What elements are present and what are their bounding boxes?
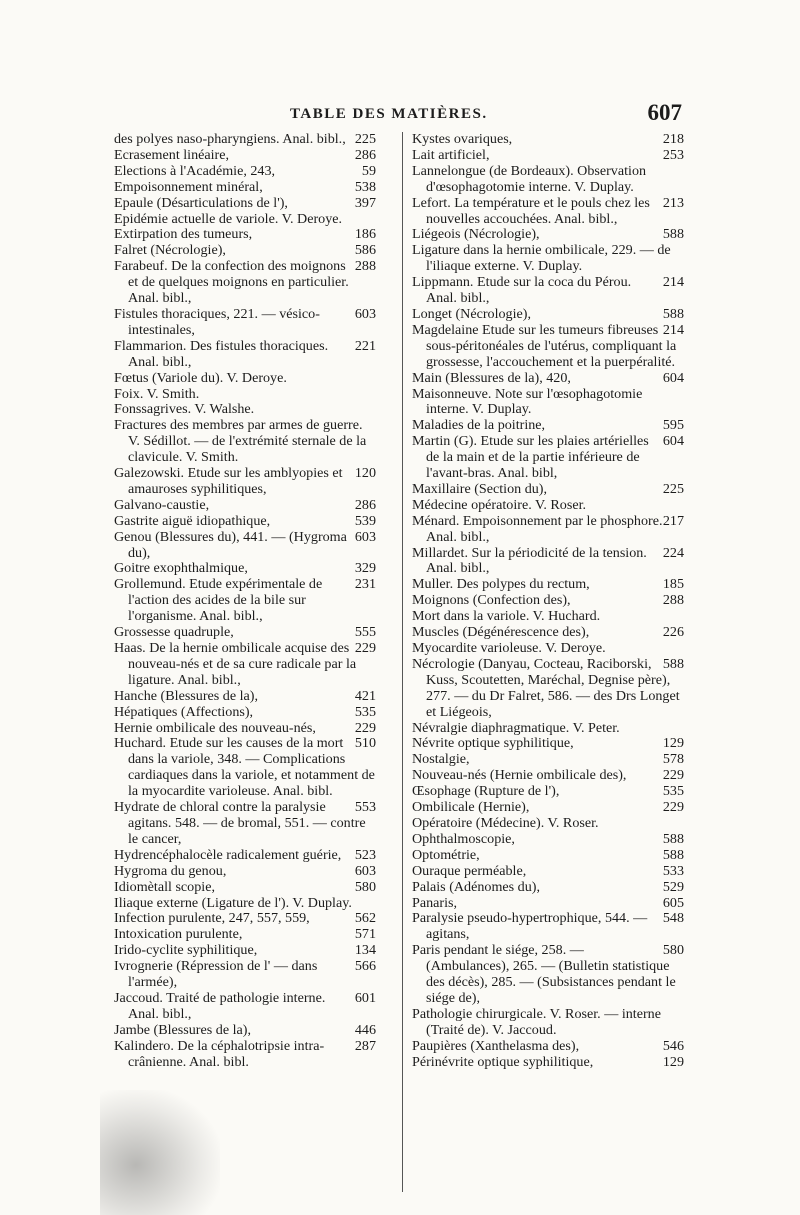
entry-page-number: 134 xyxy=(354,942,376,959)
entry-page-number: 603 xyxy=(354,305,376,322)
index-entry xyxy=(114,339,376,371)
entry-text: Nostalgie, xyxy=(412,751,470,768)
index-entry xyxy=(412,387,684,419)
entry-page-number: 213 xyxy=(662,194,684,211)
right-index-column xyxy=(412,132,684,1070)
index-entry xyxy=(114,721,376,737)
entry-page-number: 586 xyxy=(354,242,376,259)
index-entry xyxy=(412,418,684,434)
running-title: TABLE DES MATIÈRES. xyxy=(290,106,488,122)
entry-page-number: 538 xyxy=(354,178,376,195)
entry-page-number: 446 xyxy=(354,1021,376,1038)
entry-text: Gastrite aiguë idiopathique, xyxy=(114,512,271,529)
entry-page-number: 229 xyxy=(662,767,684,784)
index-entry xyxy=(114,959,376,991)
entry-text: Elections à l'Académie, 243, xyxy=(114,162,276,179)
entry-text: Infection purulente, 247, 557, 559, xyxy=(114,910,310,927)
index-entry xyxy=(114,196,376,212)
entry-page-number: 224 xyxy=(662,544,684,561)
index-entry xyxy=(412,323,684,371)
index-entry xyxy=(412,546,684,578)
entry-text: Haas. De la hernie ombilicale acquise des nouveau-nés et de sa cure radicale par la ligature. Anal. bibl., xyxy=(114,640,357,688)
index-entry xyxy=(412,371,684,387)
entry-text: des polyes naso-pharyngiens. Anal. bibl., xyxy=(114,131,346,147)
entry-page-number: 59 xyxy=(361,162,376,179)
index-entry xyxy=(412,593,684,609)
entry-page-number: 604 xyxy=(662,433,684,450)
entry-text: Ecrasement linéaire, xyxy=(114,146,230,163)
index-entry xyxy=(114,848,376,864)
index-entry xyxy=(114,514,376,530)
index-entry xyxy=(412,275,684,307)
entry-page-number: 129 xyxy=(662,1053,684,1070)
index-entry xyxy=(114,387,376,403)
entry-text: Palais (Adénomes du), xyxy=(412,878,540,895)
index-entry xyxy=(412,864,684,880)
index-entry xyxy=(412,625,684,641)
entry-text: Martin (G). Etude sur les plaies artérielles de la main et de la partie inférieure de l'avant-bras. Anal. bibl, xyxy=(412,433,649,482)
index-entry xyxy=(412,1007,684,1039)
entry-page-number: 397 xyxy=(354,194,376,211)
index-entry xyxy=(412,482,684,498)
index-entry xyxy=(114,800,376,848)
entry-text: Lefort. La température et le pouls chez les nouvelles accouchées. Anal. bibl., xyxy=(412,194,650,227)
entry-text: Mort dans la variole. V. Huchard. xyxy=(412,608,601,625)
entry-page-number: 218 xyxy=(662,131,684,147)
entry-text: Médecine opératoire. V. Roser. xyxy=(412,496,587,513)
index-entry xyxy=(114,212,376,228)
entry-text: Hydrencéphalocèle radicalement guérie, xyxy=(114,846,342,863)
entry-text: Fonssagrives. V. Walshe. xyxy=(114,401,255,418)
entry-page-number: 288 xyxy=(354,258,376,275)
entry-text: Myocardite varioleuse. V. Deroye. xyxy=(412,640,606,656)
entry-page-number: 555 xyxy=(354,624,376,641)
entry-page-number: 221 xyxy=(354,337,376,354)
entry-text: Névralgie diaphragmatique. V. Peter. xyxy=(412,719,620,736)
index-entry xyxy=(412,148,684,164)
page-header xyxy=(100,100,690,128)
index-entry xyxy=(114,896,376,912)
entry-page-number: 566 xyxy=(354,958,376,975)
entry-page-number: 286 xyxy=(354,496,376,513)
entry-text: Lannelongue (de Bordeaux). Observation d'œsophagotomie interne. V. Duplay. xyxy=(412,162,647,195)
entry-text: Maisonneuve. Note sur l'œsophagotomie interne. V. Duplay. xyxy=(412,385,643,418)
entry-text: Main (Blessures de la), 420, xyxy=(412,369,571,386)
entry-text: Kalindero. De la céphalotripsie intra-crânienne. Anal. bibl. xyxy=(114,1037,325,1070)
entry-text: Foix. V. Smith. xyxy=(114,385,200,402)
entry-text: Nécrologie (Danyau, Cocteau, Raciborski, Kuss, Scoutetten, Maréchal, Degnise père), 277. — du Dr Falret, 586. — des Drs Longet et Liégeois, xyxy=(412,655,680,720)
index-entry xyxy=(114,418,376,466)
entry-page-number: 523 xyxy=(354,846,376,863)
index-entry xyxy=(114,1039,376,1071)
entry-text: Ombilicale (Hernie), xyxy=(412,799,530,816)
entry-text: Hydrate de chloral contre la paralysie agitans. 548. — de bromal, 551. — contre le cancer, xyxy=(114,799,366,847)
entry-text: Fœtus (Variole du). V. Deroye. xyxy=(114,369,287,386)
index-entry xyxy=(412,752,684,768)
index-entry xyxy=(412,641,684,657)
entry-page-number: 604 xyxy=(662,369,684,386)
entry-text: Opératoire (Médecine). V. Roser. xyxy=(412,814,599,831)
entry-text: Lait artificiel, xyxy=(412,146,490,163)
index-entry xyxy=(412,164,684,196)
entry-page-number: 231 xyxy=(354,576,376,593)
entry-text: Paupières (Xanthelasma des), xyxy=(412,1037,580,1054)
entry-page-number: 580 xyxy=(354,878,376,895)
entry-page-number: 529 xyxy=(662,878,684,895)
entry-text: Fistules thoraciques, 221. — vésico-intestinales, xyxy=(114,305,320,338)
index-entry xyxy=(114,259,376,307)
entry-text: Muscles (Dégénérescence des), xyxy=(412,624,590,641)
entry-page-number: 185 xyxy=(662,576,684,593)
entry-text: Ménard. Empoisonnement par le phosphore. Anal. bibl., xyxy=(412,512,663,545)
index-entry xyxy=(114,371,376,387)
entry-page-number: 548 xyxy=(662,910,684,927)
entry-text: Ligature dans la hernie ombilicale, 229. — de l'iliaque externe. V. Duplay. xyxy=(412,242,671,275)
entry-text: Moignons (Confection des), xyxy=(412,592,571,609)
entry-page-number: 229 xyxy=(354,719,376,736)
entry-page-number: 588 xyxy=(662,846,684,863)
entry-page-number: 601 xyxy=(354,989,376,1006)
entry-text: Maxillaire (Section du), xyxy=(412,480,548,497)
left-index-column xyxy=(114,132,376,1070)
index-entry xyxy=(412,848,684,864)
entry-text: Irido-cyclite syphilitique, xyxy=(114,942,258,959)
entry-page-number: 595 xyxy=(662,417,684,434)
index-entry xyxy=(412,768,684,784)
entry-page-number: 286 xyxy=(354,146,376,163)
entry-text: Flammarion. Des fistules thoraciques. Anal. bibl., xyxy=(114,337,329,370)
entry-text: Idiomètall scopie, xyxy=(114,878,215,895)
entry-text: Hépatiques (Affections), xyxy=(114,703,254,720)
entry-page-number: 329 xyxy=(354,560,376,577)
index-entry xyxy=(114,530,376,562)
entry-text: Paris pendant le siége, 258. — (Ambulances), 265. — (Bulletin statistique des décès), 285. — (Subsistances pendant le siége de), xyxy=(412,942,676,1006)
entry-text: Extirpation des tumeurs, xyxy=(114,226,253,243)
entry-text: Névrite optique syphilitique, xyxy=(412,735,574,752)
index-entry xyxy=(114,466,376,498)
entry-text: Ophthalmoscopie, xyxy=(412,830,515,847)
entry-page-number: 603 xyxy=(354,528,376,545)
index-entry xyxy=(114,307,376,339)
entry-page-number: 539 xyxy=(354,512,376,529)
entry-text: Pathologie chirurgicale. V. Roser. — interne (Traité de). V. Jaccoud. xyxy=(412,1005,661,1038)
entry-text: Paralysie pseudo-hypertrophique, 544. — agitans, xyxy=(412,910,648,943)
entry-page-number: 186 xyxy=(354,226,376,243)
entry-page-number: 120 xyxy=(354,465,376,482)
entry-text: Hygroma du genou, xyxy=(114,862,227,879)
index-entry xyxy=(412,227,684,243)
entry-page-number: 580 xyxy=(662,942,684,959)
index-entry xyxy=(114,164,376,180)
entry-text: Œsophage (Rupture de l'), xyxy=(412,783,560,800)
entry-text: Liégeois (Nécrologie), xyxy=(412,226,540,243)
index-entry xyxy=(114,180,376,196)
entry-text: Farabeuf. De la confection des moignons et de quelques moignons en particulier. Anal. bibl., xyxy=(114,258,349,307)
index-entry xyxy=(412,1039,684,1055)
entry-text: Empoisonnement minéral, xyxy=(114,178,263,195)
entry-text: Galvano-caustie, xyxy=(114,496,210,513)
entry-text: Hernie ombilicale des nouveau-nés, xyxy=(114,719,316,736)
index-entry xyxy=(114,911,376,927)
entry-text: Epaule (Désarticulations de l'), xyxy=(114,194,288,211)
entry-text: Nouveau-nés (Hernie ombilicale des), xyxy=(412,767,627,784)
page-stain xyxy=(100,1090,220,1215)
entry-page-number: 562 xyxy=(354,910,376,927)
index-entry xyxy=(412,132,684,148)
index-entry xyxy=(114,561,376,577)
column-divider xyxy=(402,132,403,1192)
entry-page-number: 229 xyxy=(354,640,376,656)
entry-page-number: 578 xyxy=(662,751,684,768)
index-entry xyxy=(412,307,684,323)
index-entry xyxy=(412,577,684,593)
entry-text: Millardet. Sur la périodicité de la tension. Anal. bibl., xyxy=(412,544,647,577)
entry-page-number: 535 xyxy=(354,703,376,720)
entry-text: Maladies de la poitrine, xyxy=(412,417,546,434)
entry-text: Longet (Nécrologie), xyxy=(412,305,531,322)
entry-page-number: 288 xyxy=(662,592,684,609)
index-entry xyxy=(114,880,376,896)
entry-text: Epidémie actuelle de variole. V. Deroye. xyxy=(114,210,343,227)
index-entry xyxy=(412,609,684,625)
entry-page-number: 588 xyxy=(662,226,684,243)
entry-page-number: 571 xyxy=(354,926,376,943)
entry-page-number: 287 xyxy=(354,1037,376,1054)
entry-text: Galezowski. Etude sur les amblyopies et amauroses syphilitiques, xyxy=(114,465,343,497)
entry-text: Périnévrite optique syphilitique, xyxy=(412,1053,594,1070)
entry-page-number: 603 xyxy=(354,862,376,879)
index-entry xyxy=(114,991,376,1023)
index-entry xyxy=(114,864,376,880)
index-entry xyxy=(412,880,684,896)
index-entry xyxy=(412,243,684,275)
entry-text: Ouraque perméable, xyxy=(412,862,527,879)
entry-text: Falret (Nécrologie), xyxy=(114,242,226,259)
index-entry xyxy=(412,832,684,848)
index-entry xyxy=(412,800,684,816)
entry-text: Goitre exophthalmique, xyxy=(114,560,248,577)
index-entry xyxy=(114,927,376,943)
entry-page-number: 588 xyxy=(662,830,684,847)
index-entry xyxy=(412,911,684,943)
index-entry xyxy=(412,943,684,1007)
index-entry xyxy=(412,514,684,546)
index-entry xyxy=(114,498,376,514)
entry-page-number: 605 xyxy=(662,894,684,911)
entry-page-number: 553 xyxy=(354,799,376,816)
entry-page-number: 129 xyxy=(662,735,684,752)
entry-page-number: 225 xyxy=(662,480,684,497)
entry-text: Kystes ovariques, xyxy=(412,131,513,147)
entry-page-number: 588 xyxy=(662,305,684,322)
entry-text: Jambe (Blessures de la), xyxy=(114,1021,251,1038)
entry-page-number: 535 xyxy=(662,783,684,800)
index-entry xyxy=(114,1023,376,1039)
index-entry xyxy=(114,736,376,800)
entry-text: Huchard. Etude sur les causes de la mort dans la variole, 348. — Complications cardiaques dans la variole, et notamment de la myocardite varioleuse. Anal. bibl. xyxy=(114,735,375,800)
index-entry xyxy=(412,896,684,912)
entry-page-number: 225 xyxy=(354,131,376,147)
index-entry xyxy=(412,498,684,514)
entry-page-number: 214 xyxy=(662,321,684,338)
entry-page-number: 533 xyxy=(662,862,684,879)
entry-text: Grossesse quadruple, xyxy=(114,624,234,641)
entry-page-number: 217 xyxy=(662,512,684,529)
entry-page-number: 546 xyxy=(662,1037,684,1054)
entry-page-number: 229 xyxy=(662,799,684,816)
entry-text: Intoxication purulente, xyxy=(114,926,243,943)
entry-text: Fractures des membres par armes de guerre. V. Sédillot. — de l'extrémité sternale de la clavicule. V. Smith. xyxy=(114,417,367,466)
index-entry xyxy=(114,243,376,259)
entry-page-number: 421 xyxy=(354,687,376,704)
index-entry xyxy=(114,689,376,705)
index-entry xyxy=(412,721,684,737)
index-entry xyxy=(114,132,376,148)
entry-text: Jaccoud. Traité de pathologie interne. Anal. bibl., xyxy=(114,989,326,1022)
entry-text: Hanche (Blessures de la), xyxy=(114,687,259,704)
index-entry xyxy=(114,148,376,164)
index-entry xyxy=(114,625,376,641)
index-entry xyxy=(114,577,376,625)
entry-text: Iliaque externe (Ligature de l'). V. Duplay. xyxy=(114,894,352,911)
page-number: 607 xyxy=(647,100,682,125)
entry-text: Grollemund. Etude expérimentale de l'action des acides de la bile sur l'organisme. Anal. bibl., xyxy=(114,576,323,625)
index-entry xyxy=(114,227,376,243)
entry-text: Muller. Des polypes du rectum, xyxy=(412,576,590,593)
index-entry xyxy=(412,1055,684,1071)
entry-page-number: 226 xyxy=(662,624,684,641)
index-entry xyxy=(114,402,376,418)
index-entry xyxy=(412,657,684,721)
entry-text: Magdelaine Etude sur les tumeurs fibreuses sous-péritonéales de l'utérus, compliquant la grossesse, l'accouchement et la puerpéralité. xyxy=(412,321,677,370)
entry-page-number: 253 xyxy=(662,146,684,163)
entry-text: Genou (Blessures du), 441. — (Hygroma du), xyxy=(114,528,347,561)
index-entry xyxy=(114,705,376,721)
index-entry xyxy=(412,784,684,800)
entry-page-number: 588 xyxy=(662,655,684,672)
index-entry xyxy=(412,434,684,482)
index-entry xyxy=(412,196,684,228)
index-entry xyxy=(114,641,376,689)
entry-page-number: 510 xyxy=(354,735,376,752)
index-entry xyxy=(412,736,684,752)
entry-text: Panaris, xyxy=(412,894,458,911)
index-entry xyxy=(114,943,376,959)
entry-text: Optométrie, xyxy=(412,846,480,863)
entry-text: Ivrognerie (Répression de l' — dans l'armée), xyxy=(114,958,318,991)
entry-page-number: 214 xyxy=(662,274,684,291)
index-entry xyxy=(412,816,684,832)
entry-text: Lippmann. Etude sur la coca du Pérou. Anal. bibl., xyxy=(412,274,632,307)
